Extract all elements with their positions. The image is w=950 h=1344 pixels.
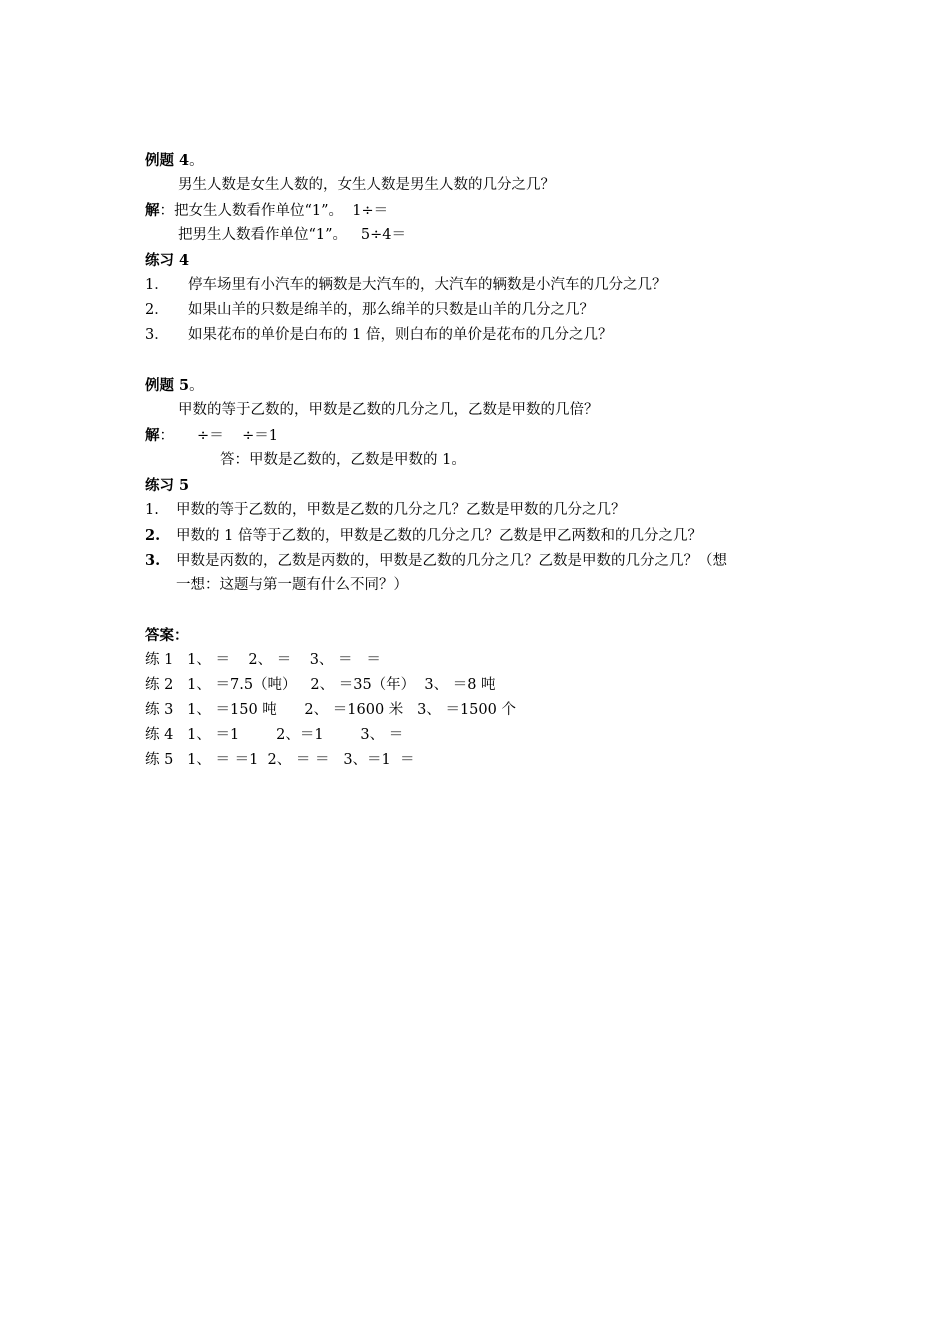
practice-4-item xyxy=(145,273,825,298)
example-4-question: 男生人数是女生人数的，女生人数是男生人数的几分之几？ xyxy=(178,177,555,193)
item-text: 如果花布的单价是白布的 1 倍，则白布的单价是花布的几分之几？ xyxy=(188,327,613,343)
item-number: 2． xyxy=(145,302,169,318)
example-5-solution-line-1: ÷＝ ÷＝1 xyxy=(174,428,279,444)
practice-5-item xyxy=(145,523,825,548)
answer-line: 练 3 1、 ＝150 吨 2、 ＝1600 米 3、 ＝1500 个 xyxy=(145,702,516,718)
item-text: 甲数的等于乙数的，甲数是乙数的几分之几？乙数是甲数的几分之几？ xyxy=(176,502,626,518)
document-page xyxy=(145,148,825,773)
example-5-title-tail: 。 xyxy=(189,378,204,394)
answers-title: 答案： xyxy=(145,627,189,644)
item-number: 2. xyxy=(145,527,161,544)
solution-label: 解 xyxy=(145,427,160,444)
practice-4-title: 练习 4 xyxy=(145,252,190,269)
example-5-answer: 答：甲数是乙数的，乙数是甲数的 1。 xyxy=(220,452,466,468)
practice-5-item xyxy=(145,548,825,573)
answer-line: 练 2 1、 ＝7.5（吨） 2、 ＝35（年） 3、 ＝8 吨 xyxy=(145,677,496,693)
example-4-heading xyxy=(145,148,825,173)
item-text: 停车场里有小汽车的辆数是大汽车的，大汽车的辆数是小汽车的几分之几？ xyxy=(188,277,667,293)
item-text: 甲数是丙数的，乙数是丙数的，甲数是乙数的几分之几？乙数是甲数的几分之几？（想 xyxy=(176,553,727,569)
answer-line: 练 5 1、 ＝ ＝1 2、 ＝ ＝ 3、＝1 ＝ xyxy=(145,752,415,768)
example-4-solution-line-1: 把女生人数看作单位“1”。 1÷＝ xyxy=(174,203,389,219)
practice-4-item xyxy=(145,298,825,323)
example-4-solution-line-2: 把男生人数看作单位“1”。 5÷4＝ xyxy=(178,227,406,243)
item-text: 甲数的 1 倍等于乙数的，甲数是乙数的几分之几？乙数是甲乙两数和的几分之几？ xyxy=(176,528,702,544)
item-number: 3. xyxy=(145,552,161,569)
solution-colon: ： xyxy=(159,428,174,444)
example-5-question: 甲数的等于乙数的，甲数是乙数的几分之几，乙数是甲数的几倍？ xyxy=(178,402,599,418)
answer-line: 练 1 1、 ＝ 2、 ＝ 3、 ＝ ＝ xyxy=(145,652,381,668)
item-number: 1． xyxy=(145,277,169,293)
practice-5-item xyxy=(145,498,825,523)
answer-line: 练 4 1、 ＝1 2、＝1 3、 ＝ xyxy=(145,727,404,743)
example-4-title-tail: 。 xyxy=(189,153,204,169)
example-5-solution xyxy=(145,423,825,448)
example-4-title: 例题 4 xyxy=(145,152,190,169)
example-5-title: 例题 5 xyxy=(145,377,190,394)
solution-colon: ： xyxy=(159,203,174,219)
practice-5-title: 练习 5 xyxy=(145,477,190,494)
spacer xyxy=(145,348,825,373)
practice-5-item-3-continued: 一想：这题与第一题有什么不同？） xyxy=(176,577,408,593)
solution-label: 解 xyxy=(145,202,160,219)
item-number: 3． xyxy=(145,327,169,343)
item-text: 如果山羊的只数是绵羊的，那么绵羊的只数是山羊的几分之几？ xyxy=(188,302,594,318)
practice-4-item xyxy=(145,323,825,348)
spacer xyxy=(145,598,825,623)
item-number: 1. xyxy=(145,502,159,518)
example-5-heading xyxy=(145,373,825,398)
example-4-solution xyxy=(145,198,825,223)
